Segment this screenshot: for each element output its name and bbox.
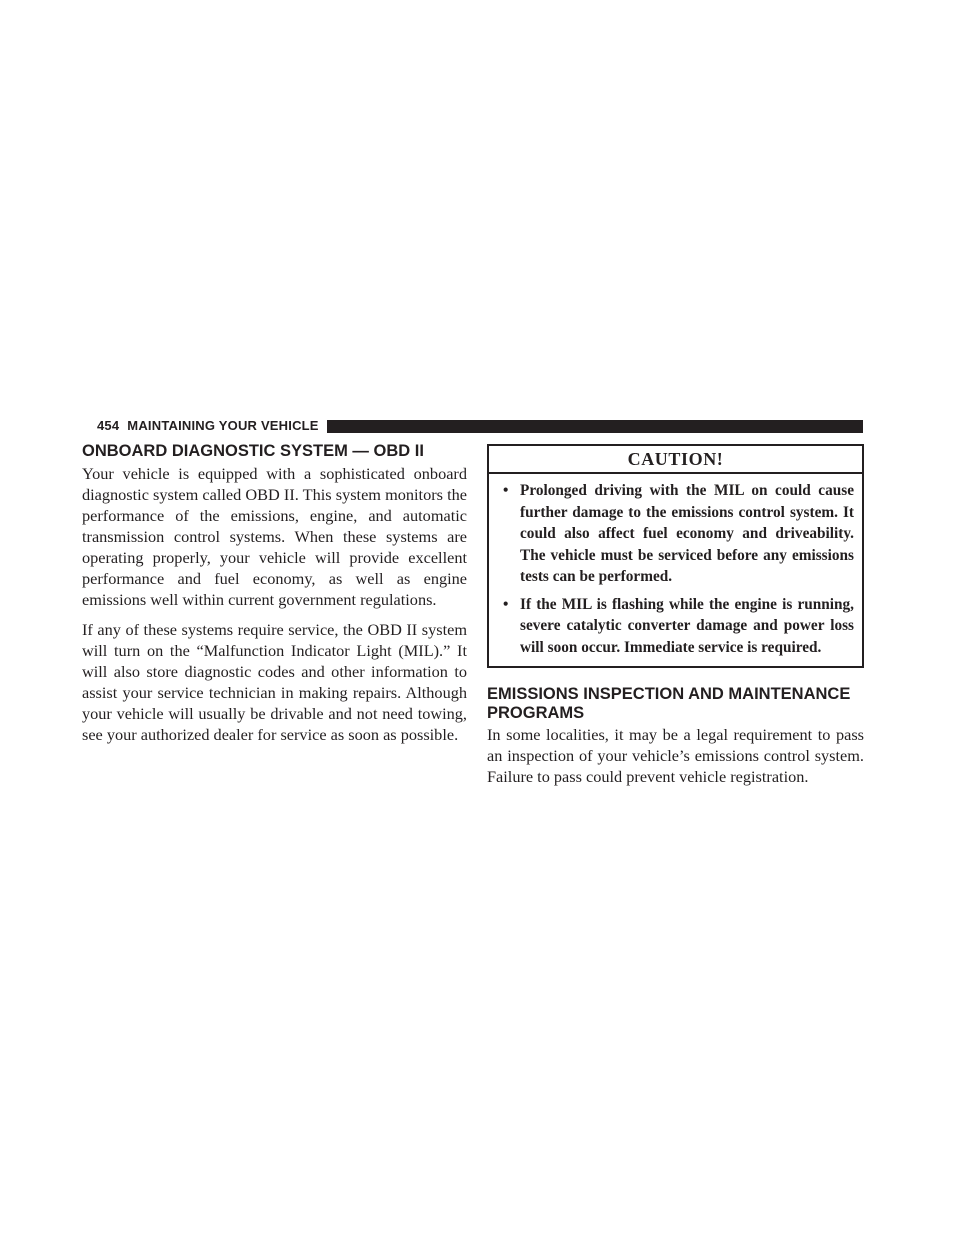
obd-paragraph-1: Your vehicle is equipped with a sophisticated onboard diagnostic system called OBD II. This system monitors the performance of the emissions, engine, and automatic transmission control systems. When these systems are operating properly, your vehicle will provide excellent performance and fuel economy, as well as engine emissions well within current government regulations. (82, 464, 467, 609)
emissions-paragraph: In some localities, it may be a legal requirement to pass an inspection of your vehicle’s emissions control system. Failure to pass could prevent vehicle registration. (487, 725, 864, 786)
bullet-icon: • (503, 482, 509, 499)
caution-title: CAUTION! (489, 446, 862, 474)
section-title: MAINTAINING YOUR VEHICLE (127, 418, 319, 433)
bullet-icon: • (503, 595, 509, 613)
caution-item (497, 594, 854, 659)
caution-item-text: Prolonged driving with the MIL on could cause further damage to the emissions control system. It could also affect fuel economy and driveability. The vehicle must be serviced before any emissions tests can be performed. (520, 482, 854, 585)
left-column (82, 441, 467, 745)
caution-list (497, 480, 854, 658)
caution-box (487, 444, 864, 668)
running-head (97, 417, 863, 435)
caution-item (497, 480, 854, 588)
obd-heading: ONBOARD DIAGNOSTIC SYSTEM — OBD II (82, 442, 424, 460)
header-rule (327, 420, 863, 433)
right-column (487, 444, 864, 787)
obd-paragraph-2: If any of these systems require service, the OBD II system will turn on the “Malfunction Indicator Light (MIL).” It will also store diagnostic codes and other information to assist your service technician in making repairs. Although your vehicle will usually be drivable and not need towing, see your authorized dealer for service as soon as possible. (82, 620, 467, 744)
caution-item-text: If the MIL is flashing while the engine is running, severe catalytic converter damage and power loss will soon occur. Immediate service is required. (520, 595, 854, 656)
emissions-heading: EMISSIONS INSPECTION AND MAINTENANCE PROGRAMS (487, 685, 851, 722)
page-number: 454 (97, 418, 120, 433)
